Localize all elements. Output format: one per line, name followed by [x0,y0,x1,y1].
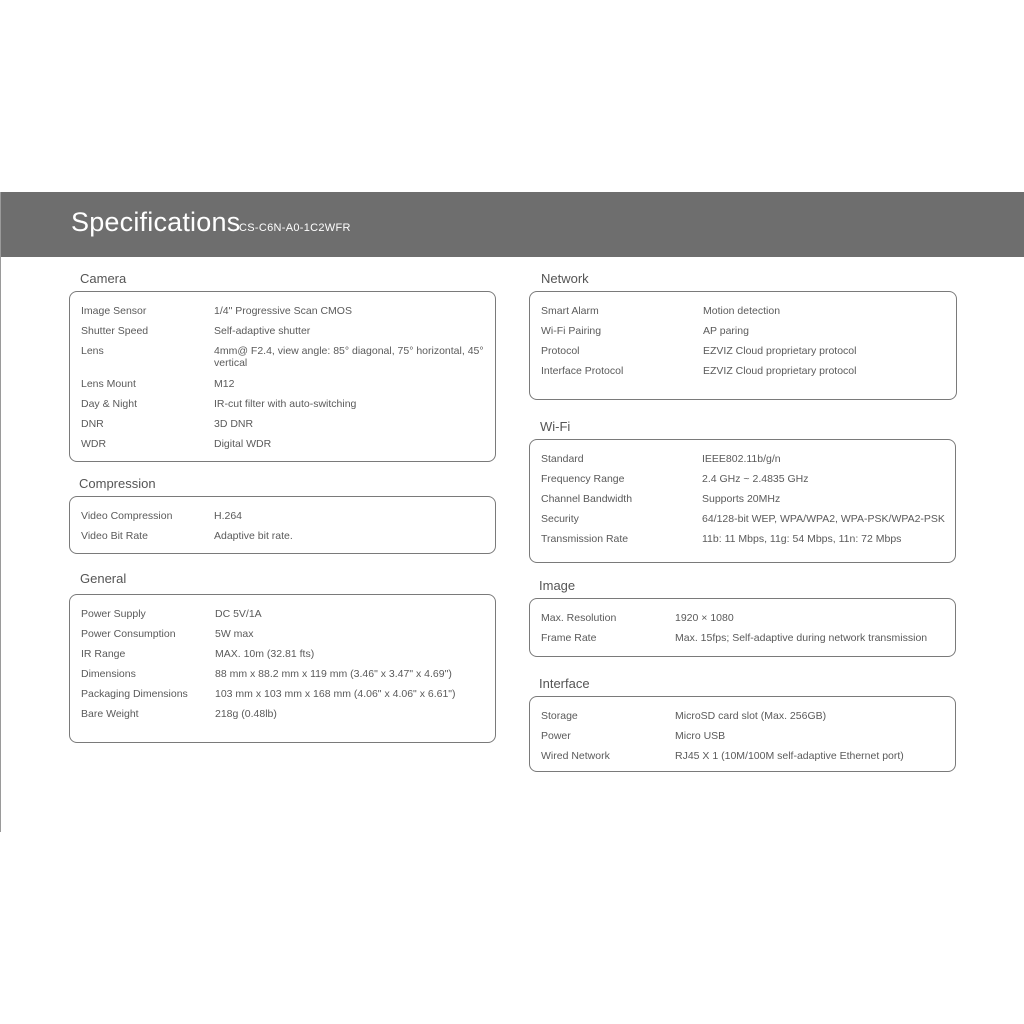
spec-label: Packaging Dimensions [81,688,188,700]
spec-value: IR-cut filter with auto-switching [214,398,357,410]
spec-value: 5W max [215,628,254,640]
spec-label: WDR [81,438,107,450]
spec-label: Interface Protocol [541,365,624,377]
spec-value: M12 [214,378,235,390]
section-box-general [69,594,496,743]
section-title-image: Image [539,578,576,593]
spec-row [70,648,495,660]
section-title-camera: Camera [80,271,127,286]
spec-value: IEEE802.11b/g/n [702,453,781,465]
spec-label: IR Range [81,648,126,660]
spec-value: Supports 20MHz [702,493,781,505]
spec-row [530,612,955,624]
spec-row [70,378,495,390]
section-title-interface: Interface [539,676,590,691]
spec-row [70,510,495,522]
spec-label: Wired Network [541,750,610,762]
spec-label: Lens Mount [81,378,136,390]
spec-value: Adaptive bit rate. [214,530,293,542]
section-box-camera [69,291,496,462]
spec-row [70,345,495,370]
spec-label: Wi-Fi Pairing [541,325,602,337]
spec-value: 11b: 11 Mbps, 11g: 54 Mbps, 11n: 72 Mbps [702,533,902,545]
spec-label: Video Bit Rate [81,530,148,542]
spec-label: Security [541,513,579,525]
spec-row [70,668,495,680]
section-title-wifi: Wi-Fi [540,419,571,434]
spec-row [70,530,495,542]
spec-label: Frame Rate [541,632,597,644]
spec-label: Day & Night [81,398,138,410]
page-title: Specifications [71,207,241,237]
spec-label: Power Consumption [81,628,176,640]
spec-label: Frequency Range [541,473,625,485]
section-title-general: General [80,571,127,586]
spec-label: Lens [81,345,104,357]
section-box-compression [69,496,496,554]
spec-value: EZVIZ Cloud proprietary protocol [703,345,857,357]
spec-value: 4mm@ F2.4, view angle: 85° diagonal, 75° horizontal, 45° vertical [214,345,484,369]
spec-value: MicroSD card slot (Max. 256GB) [675,710,827,722]
spec-label: Shutter Speed [81,325,149,337]
spec-row [70,708,495,720]
spec-value: Motion detection [703,305,781,317]
spec-value: Digital WDR [214,438,272,450]
spec-value: 103 mm x 103 mm x 168 mm (4.06" x 4.06" x 6.61") [215,688,456,700]
spec-value: AP paring [703,325,749,337]
spec-row [530,730,955,742]
spec-row [70,688,495,700]
spec-label: Video Compression [81,510,173,522]
spec-label: Image Sensor [81,305,147,317]
spec-row [70,438,495,450]
spec-label: Dimensions [81,668,136,680]
spec-label: Standard [541,453,584,465]
spec-value: H.264 [214,510,243,522]
section-box-wifi [529,439,956,563]
spec-row [530,325,956,337]
spec-row [70,398,495,410]
spec-value: RJ45 X 1 (10M/100M self-adaptive Ethernet port) [675,750,904,762]
spec-value: MAX. 10m (32.81 fts) [215,648,315,660]
section-box-interface [529,696,956,772]
spec-row [530,493,955,505]
spec-value: 88 mm x 88.2 mm x 119 mm (3.46" x 3.47" x 4.69") [215,668,452,680]
spec-value: 64/128-bit WEP, WPA/WPA2, WPA-PSK/WPA2-PSK [702,513,945,525]
spec-row [70,325,495,337]
section-title-compression: Compression [79,476,156,491]
spec-value: 2.4 GHz ~ 2.4835 GHz [702,473,809,485]
spec-row [70,608,495,620]
spec-value: EZVIZ Cloud proprietary protocol [703,365,857,377]
spec-label: Bare Weight [81,708,139,720]
spec-row [530,365,956,377]
spec-label: Protocol [541,345,580,357]
spec-sheet [0,192,1024,832]
spec-row [530,710,955,722]
spec-row [530,513,955,525]
spec-value: 1/4" Progressive Scan CMOS [214,305,352,317]
spec-label: Storage [541,710,578,722]
spec-label: Channel Bandwidth [541,493,633,505]
spec-value: 3D DNR [214,418,254,430]
spec-row [530,473,955,485]
spec-label: Transmission Rate [541,533,629,545]
spec-row [530,533,955,545]
section-box-image [529,598,956,657]
spec-label: DNR [81,418,104,430]
spec-row [530,750,955,762]
spec-row [530,305,956,317]
spec-label: Power [541,730,571,742]
spec-value: Self-adaptive shutter [214,325,311,337]
spec-value: Max. 15fps; Self-adaptive during network transmission [675,632,928,644]
spec-label: Max. Resolution [541,612,617,624]
spec-row [530,632,955,644]
spec-label: Smart Alarm [541,305,599,317]
model-number: CS-C6N-A0-1C2WFR [239,222,351,234]
section-title-network: Network [541,271,589,286]
spec-row [530,453,955,465]
spec-value: DC 5V/1A [215,608,262,620]
spec-row [530,345,956,357]
spec-value: 1920 × 1080 [675,612,734,624]
spec-value: 218g (0.48lb) [215,708,277,720]
header-banner [1,192,1024,257]
spec-label: Power Supply [81,608,146,620]
spec-row [70,418,495,430]
spec-row [70,628,495,640]
section-box-network [529,291,957,400]
spec-row [70,305,495,317]
spec-value: Micro USB [675,730,726,742]
